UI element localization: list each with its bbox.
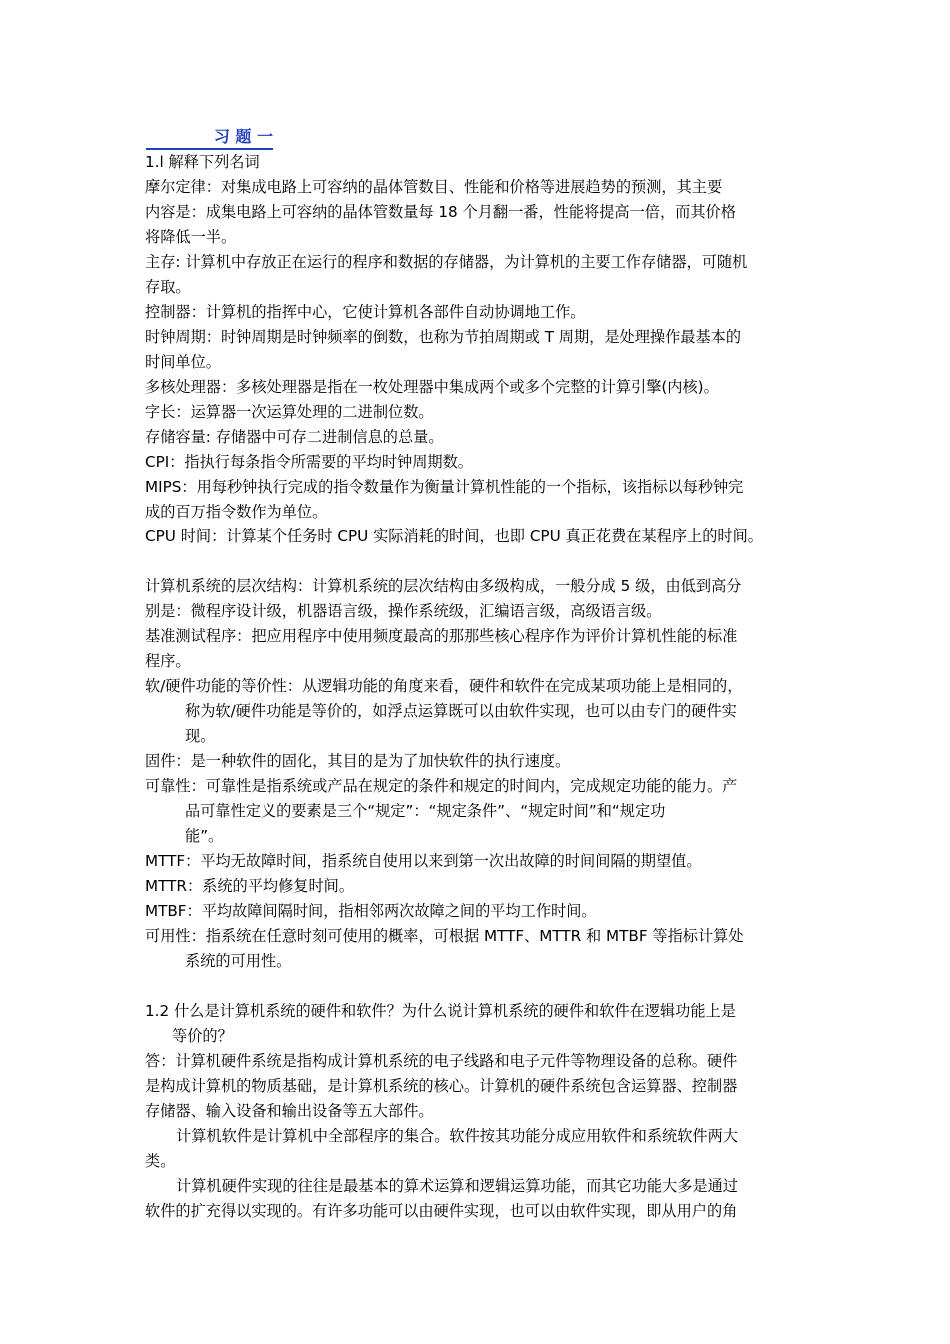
- hardware-para-line1: 计算机硬件实现的往往是最基本的算术运算和逻辑运算功能，而其它功能大多是通过: [176, 1177, 738, 1195]
- term-multicore: 多核处理器：多核处理器是指在一枚处理器中集成两个或多个完整的计算引擎(内核)。: [145, 378, 719, 396]
- question-1-2-line2: 等价的？: [172, 1027, 233, 1045]
- term-hierarchy-line1: 计算机系统的层次结构：计算机系统的层次结构由多级构成，一般分成 5 级，由低到高分: [145, 577, 742, 595]
- term-equivalence-line1: 软/硬件功能的等价性：从逻辑功能的角度来看，硬件和软件在完成某项功能上是相同的，: [145, 677, 743, 695]
- answer-line3: 存储器、输入设备和输出设备等五大部件。: [145, 1102, 434, 1120]
- term-cpu-time: CPU 时间：计算某个任务时 CPU 实际消耗的时间，也即 CPU 真正花费在某程序上的时间。: [145, 527, 763, 545]
- term-mips-line2: 成的百万指令数作为单位。: [145, 503, 328, 521]
- term-reliability-line2: 品可靠性定义的要素是三个“规定”：“规定条件”、“规定时间”和“规定功: [185, 802, 666, 820]
- software-para-line1: 计算机软件是计算机中全部程序的集合。软件按其功能分成应用软件和系统软件两大: [176, 1127, 738, 1145]
- term-main-memory-line1: 主存: 计算机中存放正在运行的程序和数据的存储器，为计算机的主要工作存储器，可随机: [145, 253, 748, 271]
- software-para-line2: 类。: [145, 1152, 176, 1170]
- term-mttf: MTTF：平均无故障时间，指系统自使用以来到第一次出故障的时间间隔的期望值。: [145, 852, 702, 870]
- term-cpi: CPI：指执行每条指令所需要的平均时钟周期数。: [145, 453, 473, 471]
- term-availability-line1: 可用性：指系统在任意时刻可使用的概率，可根据 MTTF、MTTR 和 MTBF 等指标计算处: [145, 927, 744, 945]
- term-main-memory-line2: 存取。: [145, 278, 191, 296]
- question-1-1-title: 1.l 解释下列名词: [145, 153, 260, 171]
- term-benchmark-line2: 程序。: [145, 652, 191, 670]
- answer-line1: 答：计算机硬件系统是指构成计算机系统的电子线路和电子元件等物理设备的总称。硬件: [145, 1052, 738, 1070]
- term-reliability-line1: 可靠性：可靠性是指系统或产品在规定的条件和规定的时间内，完成规定功能的能力。产: [145, 777, 738, 795]
- term-reliability-line3: 能”。: [185, 827, 224, 845]
- hardware-para-line2: 软件的扩充得以实现的。有许多功能可以由硬件实现，也可以由软件实现，即从用户的角: [145, 1202, 738, 1220]
- term-storage-capacity: 存储容量: 存储器中可存二进制信息的总量。: [145, 428, 444, 446]
- term-clock-cycle-line2: 时间单位。: [145, 353, 221, 371]
- term-controller: 控制器：计算机的指挥中心，它使计算机各部件自动协调地工作。: [145, 303, 586, 321]
- section-heading: 习 题 一: [146, 126, 273, 150]
- term-availability-line2: 系统的可用性。: [185, 952, 292, 970]
- term-hierarchy-line2: 别是：微程序设计级，机器语言级，操作系统级，汇编语言级，高级语言级。: [145, 602, 662, 620]
- term-mtbf: MTBF：平均故障间隔时间，指相邻两次故障之间的平均工作时间。: [145, 902, 597, 920]
- term-equivalence-line3: 现。: [185, 727, 216, 745]
- question-1-2-line1: 1.2 什么是计算机系统的硬件和软件？为什么说计算机系统的硬件和软件在逻辑功能上是: [145, 1002, 736, 1020]
- term-firmware: 固件：是一种软件的固化，其目的是为了加快软件的执行速度。: [145, 752, 571, 770]
- term-mttr: MTTR：系统的平均修复时间。: [145, 877, 355, 895]
- term-benchmark-line1: 基准测试程序：把应用程序中使用频度最高的那那些核心程序作为评价计算机性能的标准: [145, 627, 738, 645]
- term-word-length: 字长：运算器一次运算处理的二进制位数。: [145, 403, 434, 421]
- term-clock-cycle-line1: 时钟周期：时钟周期是时钟频率的倒数，也称为节拍周期或 T 周期，是处理操作最基本的: [145, 328, 742, 346]
- term-moore-line2: 内容是：成集电路上可容纳的晶体管数量每 18 个月翻一番，性能将提高一倍，而其价格: [145, 203, 736, 221]
- term-moore-line3: 将降低一半。: [145, 228, 237, 246]
- answer-line2: 是构成计算机的物质基础，是计算机系统的核心。计算机的硬件系统包含运算器、控制器: [145, 1077, 738, 1095]
- term-mips-line1: MIPS：用每秒钟执行完成的指令数量作为衡量计算机性能的一个指标，该指标以每秒钟完: [145, 478, 744, 496]
- term-equivalence-line2: 称为软/硬件功能是等价的，如浮点运算既可以由软件实现，也可以由专门的硬件实: [185, 702, 737, 720]
- term-moore-line1: 摩尔定律：对集成电路上可容纳的晶体管数目、性能和价格等进展趋势的预测，其主要: [145, 178, 723, 196]
